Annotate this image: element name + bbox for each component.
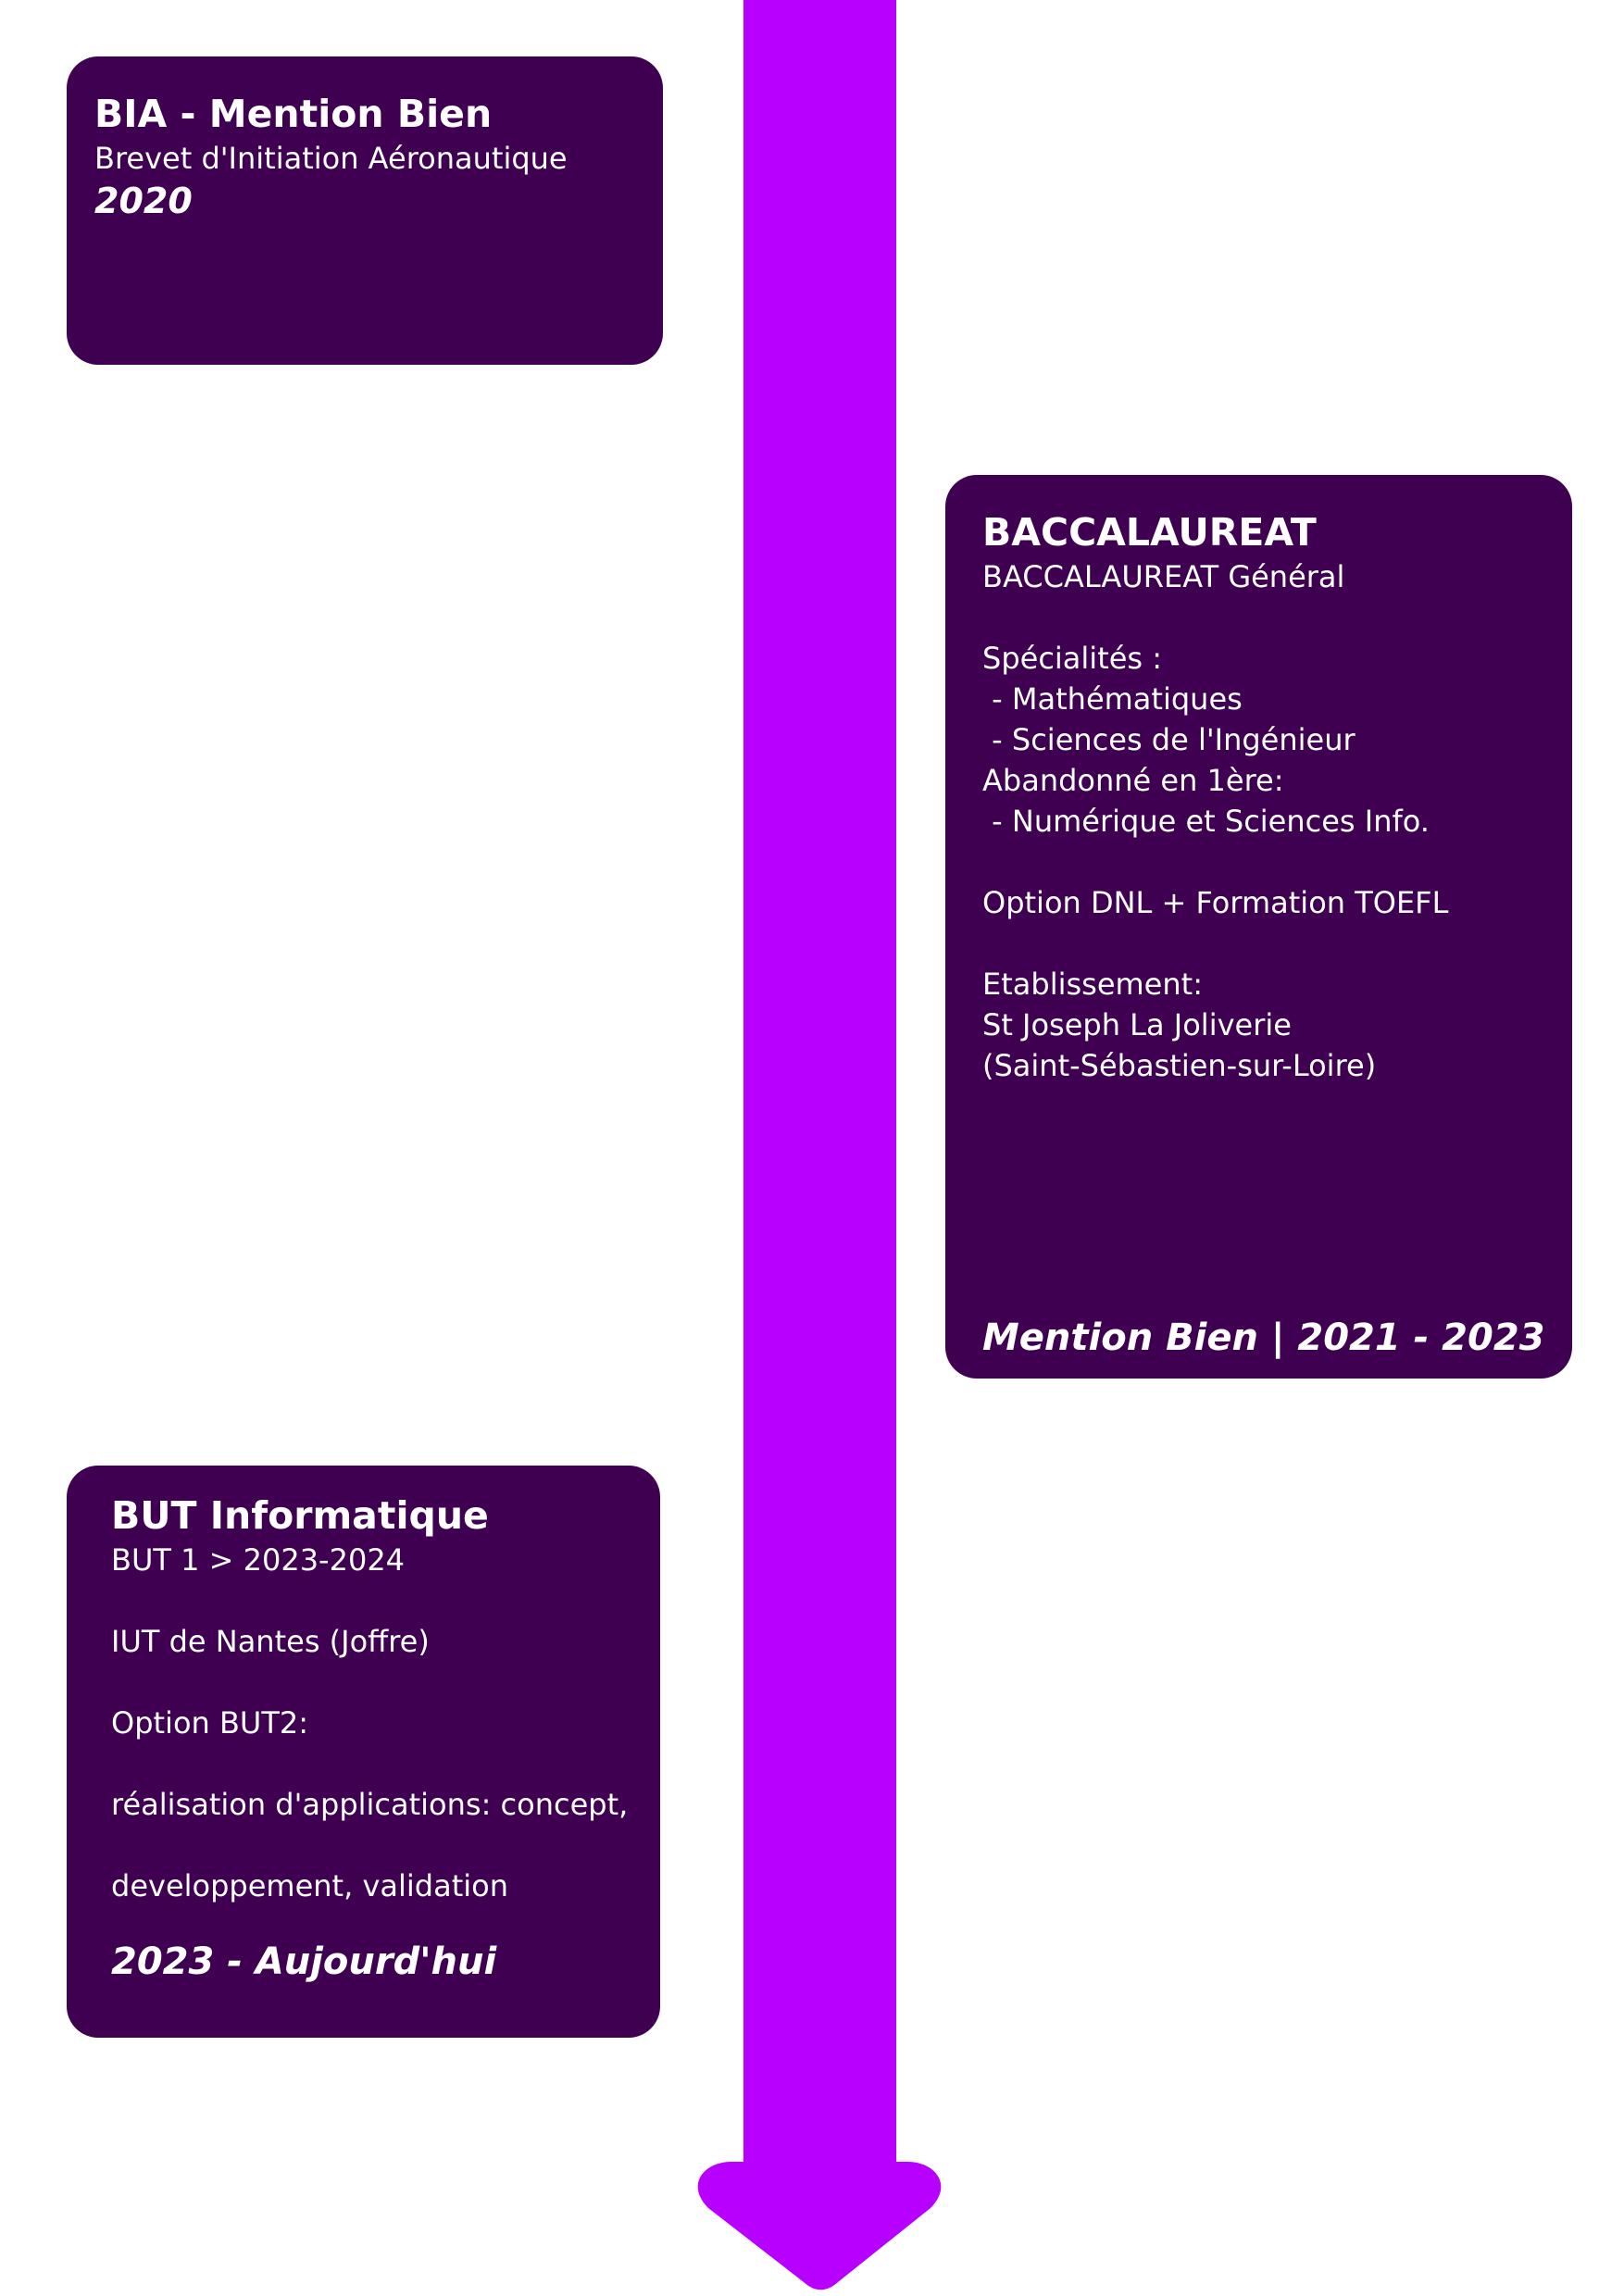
bac-title: BACCALAUREAT — [982, 510, 1317, 555]
but-footer: 2023 - Aujourd'hui — [111, 1940, 497, 1983]
card-baccalaureat — [945, 475, 1572, 1379]
bac-line: - Numérique et Sciences Info. — [982, 804, 1430, 839]
bac-line — [982, 597, 1572, 638]
bac-line: St Joseph La Joliverie — [982, 1007, 1292, 1042]
bac-line — [982, 923, 1572, 964]
but-title: BUT Informatique — [111, 1493, 489, 1538]
bac-line: BACCALAUREAT Général — [982, 559, 1345, 594]
bac-line: Spécialités : — [982, 641, 1163, 676]
timeline-shaft — [743, 0, 896, 2171]
bia-subtitle: Brevet d'Initiation Aéronautique — [94, 141, 568, 176]
bac-line: - Sciences de l'Ingénieur — [982, 722, 1355, 757]
timeline-arrowhead — [698, 2162, 942, 2290]
but-line: IUT de Nantes (Joffre) — [111, 1624, 430, 1659]
but-line: BUT 1 > 2023-2024 — [111, 1542, 406, 1578]
but-line: developpement, validation — [111, 1868, 508, 1903]
bac-line: - Mathématiques — [982, 681, 1243, 717]
bac-line: Abandonné en 1ère: — [982, 763, 1284, 798]
bac-footer: Mention Bien | 2021 - 2023 — [982, 1316, 1545, 1359]
bac-line: Etablissement: — [982, 967, 1203, 1002]
card-bia — [67, 56, 663, 365]
but-line: réalisation d'applications: concept, — [111, 1787, 629, 1822]
card-but-informatique — [67, 1466, 660, 2038]
bia-year: 2020 — [94, 181, 193, 221]
bac-line: (Saint-Sébastien-sur-Loire) — [982, 1048, 1377, 1083]
bac-line — [982, 842, 1572, 882]
but-line: Option BUT2: — [111, 1705, 309, 1741]
bia-title: BIA - Mention Bien — [94, 92, 493, 136]
bac-line: Option DNL + Formation TOEFL — [982, 885, 1449, 920]
